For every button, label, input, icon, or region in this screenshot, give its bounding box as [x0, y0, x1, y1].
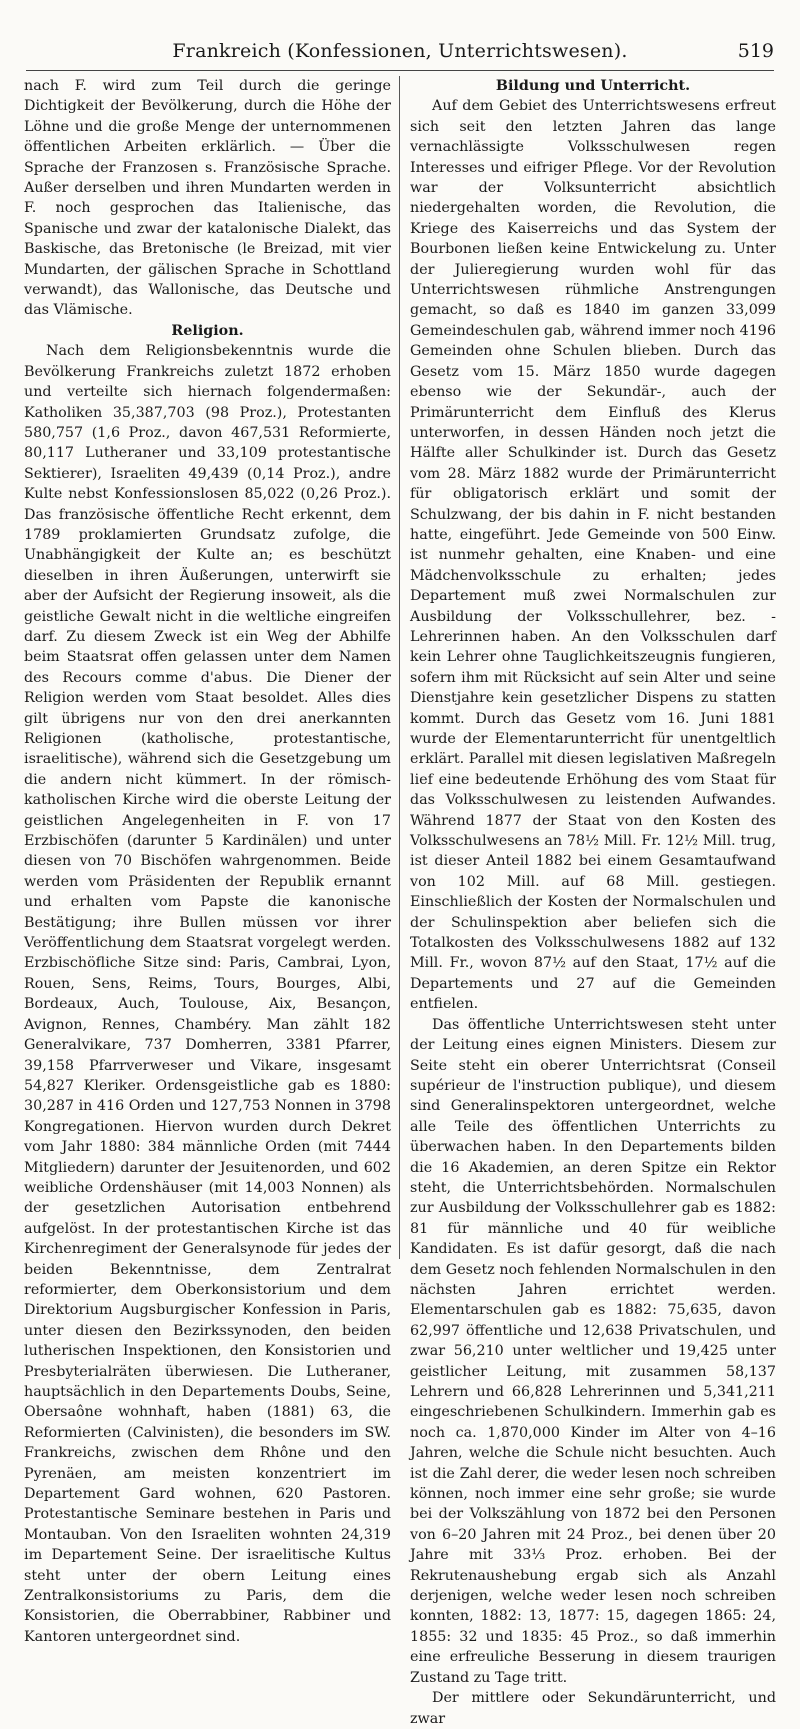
right-column — [410, 76, 776, 1729]
paragraph-education-1: Auf dem Gebiet des Unterrichtswesens erfreut sich seit den letzten Jahren das lange vernachlässigte Volksschulwesen regen Interesses und eifriger Pflege. Vor der Revolution war der Volksunterricht absichtlich niedergehalten worden, die Revolution, die Kriege des Kaiserreichs und das System der Bourbonen ließen keine Entwickelung zu. Unter der Julieregierung wurden wohl für das Unterrichtswesen rühmliche Anstrengungen gemacht, so daß es 1840 im ganzen 33,099 Gemeindeschulen gab, während immer noch 4196 Gemeinden ohne Schulen blieben. Durch das Gesetz vom 15. März 1850 wurde dagegen ebenso wie der Sekundär-, auch der Primärunterricht dem Einfluß des Klerus unterworfen, in dessen Händen noch jetzt die Hälfte aller Schulkinder ist. Durch das Gesetz vom 28. März 1882 wurde der Primärunterricht für obligatorisch erklärt und somit der Schulzwang, der bis dahin in F. nicht bestanden hatte, eingeführt. Jede Gemeinde von 500 Einw. ist nunmehr gehalten, eine Knaben- und eine Mädchenvolksschule zu erhalten; jedes Departement muß zwei Normalschulen zur Ausbildung der Volksschullehrer, bez. -Lehrerinnen haben. An den Volksschulen darf kein Lehrer ohne Tauglichkeitszeugnis fungieren, sofern ihm mit Rücksicht auf sein Alter und seine Dienstjahre kein gesetzlicher Dispens zu statten kommt. Durch das Gesetz vom 16. Juni 1881 wurde der Elementarunterricht für unentgeltlich erklärt. Parallel mit diesen legislativen Maßregeln lief eine bedeutende Erhöhung des vom Staat für das Volksschulwesen zu leistenden Aufwandes. Während 1877 der Staat von den Kosten des Volksschulwesens an 78½ Mill. Fr. 12½ Mill. trug, ist dieser Anteil 1882 bei einem Gesamtaufwand von 102 Mill. auf 68 Mill. gestiegen. Einschließlich der Kosten der Normalschulen und der Schulinspektion aber beliefen sich die Totalkosten des Volksschulwesens 1882 auf 132 Mill. Fr., wovon 87½ auf den Staat, 17½ auf die Departements und 27 auf die Gemeinden entfielen. — [410, 98, 776, 1013]
left-column — [24, 76, 391, 1647]
page-header — [26, 36, 774, 71]
paragraph-languages: nach F. wird zum Teil durch die geringe Dichtigkeit der Bevölkerung, durch die Höhe der Löhne und die große Menge der unternommenen öffentlichen Arbeiten erklärlich. — Über die Sprache der Franzosen s. Französische Sprache. Außer derselben und ihren Mundarten werden in F. noch gesprochen das Italienische, das Spanische und zwar der katalonische Dialekt, das Baskische, das Bretonische (le Breizad, mit vier Mundarten, der gälischen Sprache in Schottland verwandt), das Wallonische, das Deutsche und das Vlämische. — [24, 78, 391, 319]
paragraph-education-3: Der mittlere oder Sekundärunterricht, und zwar — [410, 1690, 776, 1727]
column-divider — [399, 76, 400, 1259]
section-heading-education: Bildung und Unterricht. — [495, 78, 691, 94]
paragraph-religion: Nach dem Religionsbekenntnis wurde die Bevölkerung Frankreichs zuletzt 1872 erhoben und verteilte sich hiernach folgendermaßen: Katholiken 35,387,703 (98 Proz.), Protestanten 580,757 (1,6 Proz., davon 467,531 Reformierte, 80,117 Lutheraner und 33,109 protestantische Sektierer), Israeliten 49,439 (0,14 Proz.), andre Kulte nebst Konfessionslosen 85,022 (0,26 Proz.). Das französische öffentliche Recht erkennt, dem 1789 proklamierten Grundsatz zufolge, die Unabhängigkeit der Kulte an; es beschützt dieselben in ihren Äußerungen, unterwirft sie aber der Aufsicht der Regierung insoweit, als die geistliche Gewalt nicht in die weltliche eingreifen darf. Zu diesem Zweck ist ein Weg der Abhilfe beim Staatsrat offen gelassen unter dem Namen des Recours comme d'abus. Die Diener der Religion werden vom Staat besoldet. Alles dies gilt übrigens nur von den drei anerkannten Religionen (katholische, protestantische, israelitische), während sich die Gesetzgebung um die andern nicht kümmert. In der römisch-katholischen Kirche wird die oberste Leitung der geistlichen Angelegenheiten in F. von 17 Erzbischöfen (darunter 5 Kardinälen) und unter diesen von 70 Bischöfen wahrgenommen. Beide werden vom Präsidenten der Republik ernannt und erhalten vom Papste die kanonische Bestätigung; ihre Bullen müssen vor ihrer Veröffentlichung dem Staatsrat vorgelegt werden. Erzbischöfliche Sitze sind: Paris, Cambrai, Lyon, Rouen, Sens, Reims, Tours, Bourges, Albi, Bordeaux, Auch, Toulouse, Aix, Besançon, Avignon, Rennes, Chambéry. Man zählt 182 Generalvikare, 737 Domherren, 3381 Pfarrer, 39,158 Pfarrverweser und Vikare, insgesamt 54,827 Kleriker. Ordensgeistliche gab es 1880: 30,287 in 416 Orden und 127,753 Nonnen in 3798 Kongregationen. Hiervon wurden durch Dekret vom Jahr 1880: 384 männliche Orden (mit 7444 Mitgliedern) darunter der Jesuitenorden, und 602 weibliche Ordenshäuser (mit 14,003 Nonnen) als der gesetzlichen Autorisation entbehrend aufgelöst. In der protestantischen Kirche ist das Kirchenregiment der Generalsynode für jedes der beiden Bekenntnisse, dem Zentralrat reformierter, dem Oberkonsistorium und dem Direktorium Augsburgischer Konfession in Paris, unter diesen den Bezirkssynoden, den beiden lutherischen Inspektionen, den Konsistorien und Presbyterialräten überwiesen. Die Lutheraner, hauptsächlich in den Departements Doubs, Seine, Obersaône wohnhaft, haben (1881) 63, die Reformierten (Calvinisten), die besonders im SW. Frankreichs, zwischen dem Rhône und den Pyrenäen, am meisten konzentriert im Departement Gard wohnen, 620 Pastoren. Protestantische Seminare bestehen in Paris und Montauban. Von den Israeliten wohnten 24,319 im Departement Seine. Der israelitische Kultus steht unter der obern Leitung eines Zentralkonsistoriums zu Paris, dem die Konsistorien, die Oberrabbiner, Rabbiner und Kantoren untergeordnet sind. — [24, 343, 391, 1645]
running-title: Frankreich (Konfessionen, Unterrichtswesen). — [172, 40, 628, 62]
section-heading-religion: Religion. — [171, 322, 244, 339]
paragraph-education-2: Das öffentliche Unterrichtswesen steht unter der Leitung eines eignen Ministers. Diesem zur Seite steht ein oberer Unterrichtsrat (Conseil supérieur de l'instruction publique), und diesem sind Generalinspektoren untergeordnet, welche alle Teile des öffentlichen Unterrichts zu überwachen haben. In den Departements bilden die 16 Akademien, an deren Spitze ein Rektor steht, die Unterrichtsbehörden. Normalschulen zur Ausbildung der Volksschullehrer gab es 1882: 81 für männliche und 40 für weibliche Kandidaten. Es ist dafür gesorgt, daß die nach dem Gesetz noch fehlenden Normalschulen in den nächsten Jahren errichtet werden. Elementarschulen gab es 1882: 75,635, davon 62,997 öffentliche und 12,638 Privatschulen, und zwar 56,210 unter weltlicher und 19,425 unter geistlicher Leitung, mit zusammen 58,137 Lehrern und 66,828 Lehrerinnen und 5,341,211 eingeschriebenen Schulkindern. Immerhin gab es noch ca. 1,870,000 Kinder im Alter von 4–16 Jahren, welche die Schule nicht besuchten. Auch ist die Zahl derer, die weder lesen noch schreiben können, noch immer eine sehr große; sie wurde bei der Volkszählung von 1872 bei den Personen von 6–20 Jahren mit 24 Proz., bei denen über 20 Jahre mit 33⅓ Proz. erhoben. Bei der Rekrutenaushebung ergab sich als Anzahl derjenigen, welche weder lesen noch schreiben konnten, 1882: 13, 1877: 15, dagegen 1865: 24, 1855: 32 und 1835: 45 Proz., so daß immerhin eine erfreuliche Besserung in diesem traurigen Zustand zu Tage tritt. — [410, 1016, 776, 1686]
page-number: 519 — [737, 40, 774, 62]
